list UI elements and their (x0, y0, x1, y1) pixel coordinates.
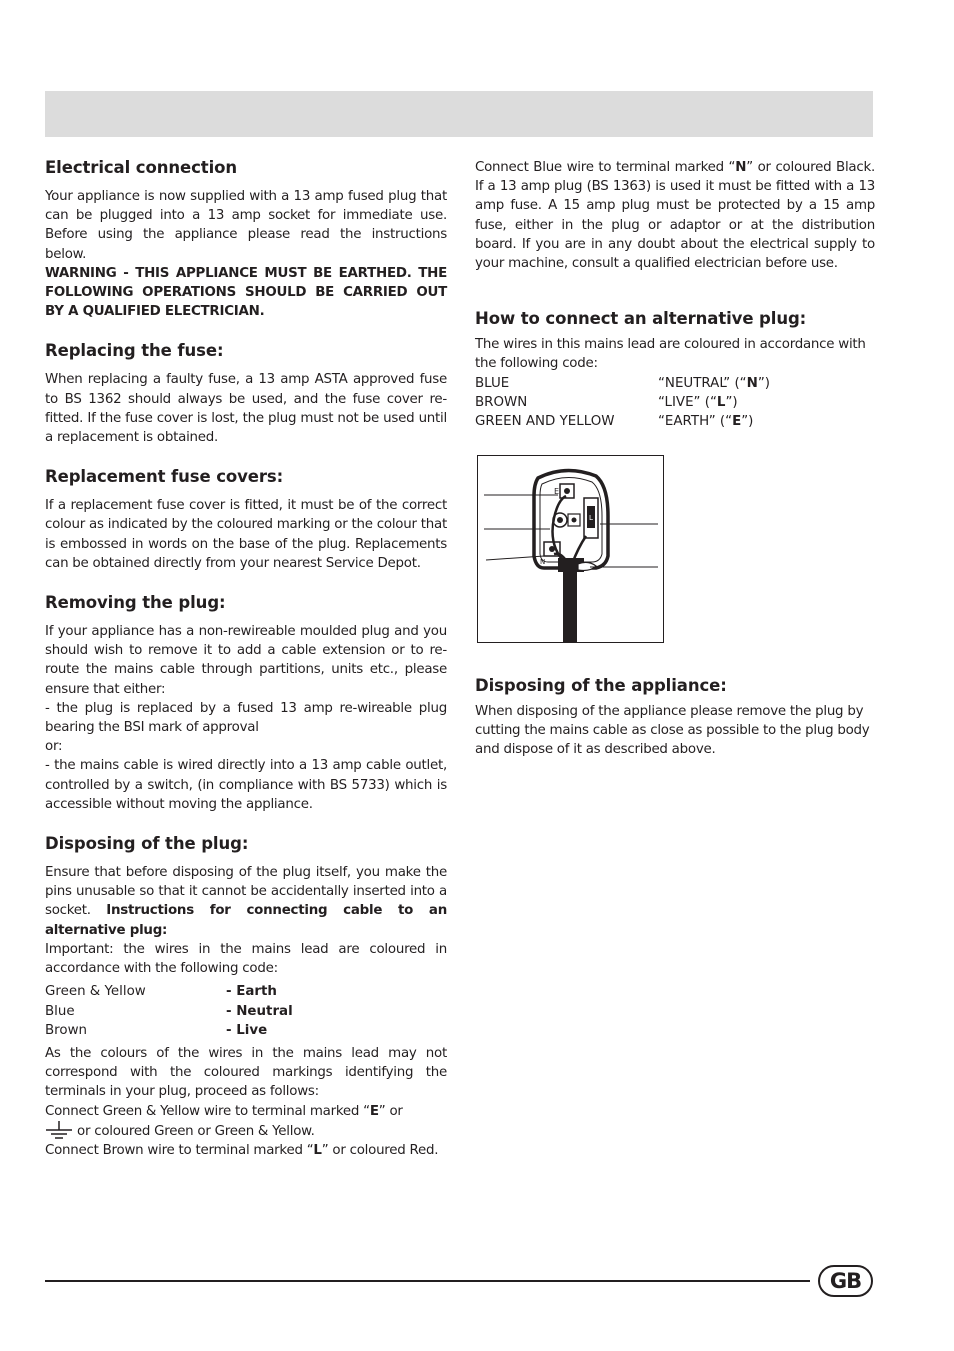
green-yellow-instruction-line2: or coloured Green or Green & Yellow. (45, 1121, 447, 1141)
alt-plug-body: The wires in this mains lead are coloured in accordance with the following code: (475, 337, 866, 372)
label-e: E (554, 487, 560, 496)
wire-code-table (45, 982, 447, 1040)
table-row: BLUE “NEUTRAL” (“N”) (475, 375, 771, 391)
heading-fuse-covers: Replacement fuse covers: (45, 467, 284, 487)
table-row: Blue - Neutral (45, 1003, 293, 1019)
heading-replacing-fuse: Replacing the fuse: (45, 341, 224, 361)
heading-electrical-connection: Electrical connection (45, 158, 238, 177)
blue-instruction: Connect Blue wire to terminal marked “N” or coloured Black. If a 13 amp plug (BS 1363) is used it must be fitted with a 13 amp fuse. A 15 amp plug must be protected by a 15 amp fuse, either in the plug or adaptor or at the distribution board. If you are in any doubt about the electrical supply to your machine, consult a qualified electrician before use. (475, 160, 876, 272)
disposing-plug-body: Ensure that before disposing of the plug itself, you make the pins unusable so that it cannot be accidentally inserted into a socket. Instructions for connecting cable to an alternative plug: (45, 865, 448, 938)
table-row: BROWN “LIVE” (“L”) (475, 394, 738, 410)
header-bar (45, 91, 873, 137)
colours-note: As the colours of the wires in the mains lead may not correspond with the coloured markings identifying the terminals in your plug, proceed as follows: (45, 1045, 447, 1100)
gb-language-badge: GB (818, 1265, 873, 1297)
plug-diagram-drawing (478, 456, 663, 642)
heading-disposing-appliance: Disposing of the appliance: (475, 676, 727, 695)
removing-option-2: - the mains cable is wired directly into a 13 amp cable outlet, controlled by a switch, (in compliance with BS 5733) which is accessible without moving the appliance. (45, 758, 447, 812)
disposing-appliance-body: When disposing of the appliance please remove the plug by cutting the mains cable as close as possible to the plug body and dispose of it as described above. (475, 704, 870, 758)
electrical-body: Your appliance is now supplied with a 13 amp fused plug that can be plugged into a 13 amp socket for immediate use. Before using the appliance please read the instructions below. (45, 189, 447, 262)
table-row: Green & Yellow - Earth (45, 984, 277, 1000)
label-l: L (589, 514, 593, 522)
right-column (475, 158, 875, 431)
heading-removing-plug: Removing the plug: (45, 593, 226, 613)
cable-instructions-heading: Instructions for connecting cable to an alternative plug: (45, 903, 448, 938)
important-note: Important: the wires in the mains lead are coloured in accordance with the following code: (45, 941, 447, 977)
left-column (45, 158, 447, 1160)
green-yellow-instruction: Connect Green & Yellow wire to terminal marked “E” or (45, 1103, 403, 1119)
removing-option-1: - the plug is replaced by a fused 13 amp re-wireable plug bearing the BSI mark of approval (45, 700, 447, 736)
earth-symbol-icon (45, 1121, 73, 1141)
fuse-body: When replacing a faulty fuse, a 13 amp ASTA approved fuse to BS 1362 should always be used, and the fuse cover re-fitted. If the fuse cover is lost, the plug must not be used until a replacement is obtained. (45, 372, 447, 446)
plug-wiring-diagram (477, 455, 664, 643)
footer-rule (45, 1280, 810, 1282)
heading-alternative-plug: How to connect an alternative plug: (475, 309, 807, 329)
table-row: Brown - Live (45, 1022, 268, 1038)
alt-plug-code-table (475, 374, 875, 432)
earthing-warning: WARNING - THIS APPLIANCE MUST BE EARTHED. THE FOLLOWING OPERATIONS SHOULD BE CARRIED OUT BY A QUALIFIED ELECTRICIAN. (45, 265, 447, 320)
right-lower-column (475, 676, 875, 760)
label-n: N (540, 558, 546, 566)
heading-disposing-plug: Disposing of the plug: (45, 834, 249, 854)
covers-body: If a replacement fuse cover is fitted, it must be of the correct colour as indicated by the coloured marking or the colour that is embossed in words on the base of the plug. Replacements can be obtained directly from your nearest Service Depot. (45, 498, 447, 571)
removing-or: or: (45, 739, 63, 755)
brown-instruction: Connect Brown wire to terminal marked “L” or coloured Red. (45, 1142, 439, 1158)
table-row: GREEN AND YELLOW “EARTH” (“E”) (475, 414, 754, 430)
removing-intro: If your appliance has a non-rewireable moulded plug and you should wish to remove it to add a cable extension or to re-route the mains cable through partitions, units etc., please ensure that either: (45, 624, 447, 697)
